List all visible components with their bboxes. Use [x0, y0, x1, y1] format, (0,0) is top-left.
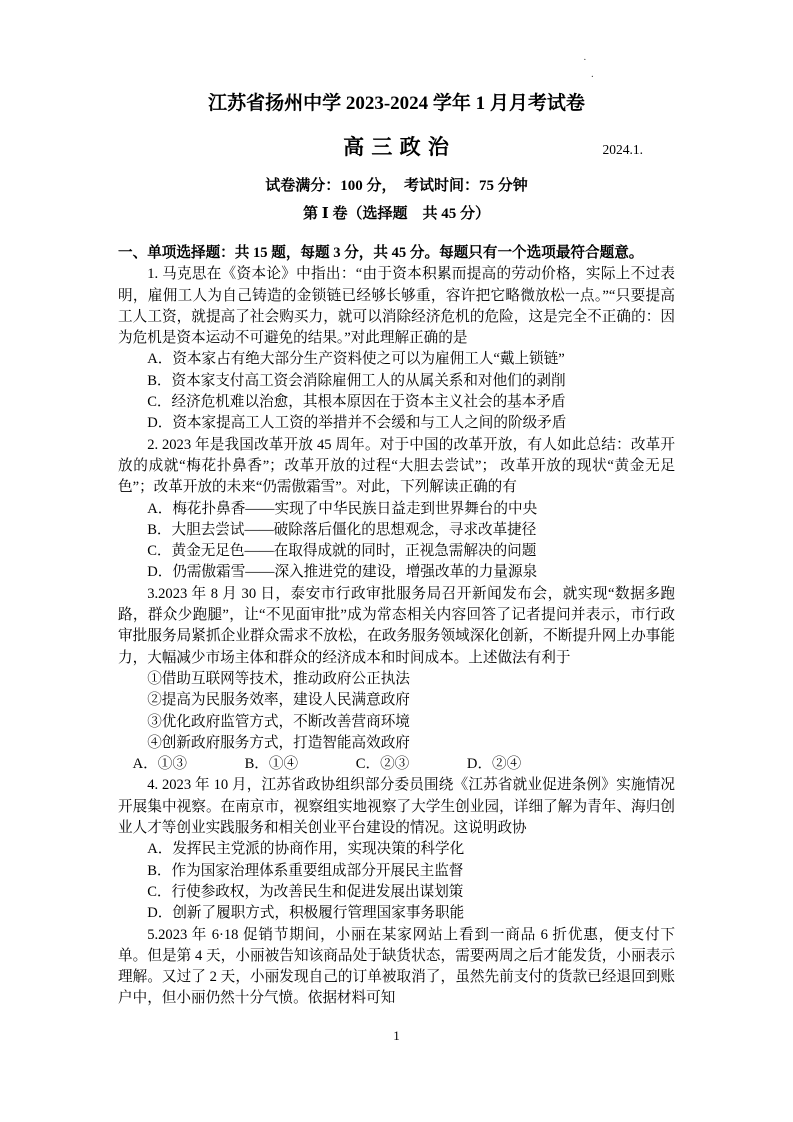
question-3-choices: [118, 754, 675, 775]
question-2-stem: 2. 2023 年是我国改革开放 45 周年。对于中国的改革开放，有人如此总结：改革开放的成就“梅花扑鼻香”；改革开放的过程“大胆去尝试”； 改革开放的现状“黄金无足色”；改革开放的未来“仍需傲霜雪”。对此，下列解读正确的有: [118, 436, 675, 496]
question-4-stem: 4. 2023 年 10 月，江苏省政协组织部分委员围绕《江苏省就业促进条例》实施情况开展集中视察。在南京市，视察组实地视察了大学生创业园，详细了解为青年、海归创业人才等创业实践服务和相关创业平台建设的情况。这说明政协: [118, 777, 675, 837]
question-4: [118, 775, 675, 924]
question-3-option-c: C．②③: [355, 756, 410, 773]
exam-title: 江苏省扬州中学 2023-2024 学年 1 月月考试卷: [208, 93, 585, 114]
question-1: [118, 264, 675, 434]
question-3-option-d: D．②④: [466, 756, 522, 773]
question-3-statement-4: ④创新政府服务方式，打造智能高效政府: [147, 734, 410, 751]
question-4-option-c: C．行使参政权，为改善民生和促进发展出谋划策: [147, 883, 464, 900]
question-3-statement-1: ①借助互联网等技术，推动政府公正执法: [147, 670, 410, 687]
question-3-statement-3: ③优化政府监管方式，不断改善营商环境: [147, 713, 410, 730]
subject-title: 高 三 政 治: [343, 135, 450, 159]
corner-dot-mark: ·: [583, 54, 587, 66]
question-1-option-b: B．资本家支付高工资会消除雇佣工人的从属关系和对他们的剥削: [147, 372, 566, 389]
section-instruction: 一、单项选择题：共 15 题，每题 3 分，共 45 分。每题只有一个选项最符合题意。: [118, 245, 644, 261]
question-4-option-b: B．作为国家治理体系重要组成部分开展民主监督: [147, 862, 464, 879]
question-1-option-a: A．资本家占有绝大部分生产资料使之可以为雇佣工人“戴上锁链”: [147, 351, 565, 368]
subject-row: [118, 134, 675, 161]
volume-title: 第 Ⅰ 卷（选择题 共 45 分）: [302, 206, 491, 222]
question-2: [118, 435, 675, 584]
question-2-option-c: C．黄金无足色——在取得成就的同时，正视急需解决的问题: [147, 543, 537, 560]
question-3-stem: 3.2023 年 8 月 30 日，泰安市行政审批服务局召开新闻发布会，就实现“数据多跑路，群众少跑腿”，让“不见面审批”成为常态相关内容回答了记者提问并表示，市行政审批服务局紧抓企业群众需求不放松，在政务服务领域深化创新，不断提升网上办事能力，大幅减少市场主体和群众的经济成本和时间成本。上述做法有利于: [118, 585, 675, 666]
question-2-option-a: A．梅花扑鼻香——实现了中华民族日益走到世界舞台的中央: [147, 500, 538, 517]
corner-dot-mark-2: .: [591, 68, 594, 80]
question-3-option-a: A．①③: [132, 756, 187, 773]
page-number: 1: [393, 1028, 400, 1043]
question-2-option-d: D．仍需傲霜雪——深入推进党的建设，增强改革的力量源泉: [147, 564, 538, 581]
exam-date: 2024.1.: [602, 142, 643, 157]
question-4-option-d: D．创新了履职方式，积极履行管理国家事务职能: [147, 905, 465, 922]
question-1-option-d: D．资本家提高工人工资的举措并不会缓和与工人之间的阶级矛盾: [147, 415, 567, 432]
question-1-stem: 1. 马克思在《资本论》中指出：“由于资本积累而提高的劳动价格，实际上不过表明，雇佣工人为自己铸造的金锁链已经够长够重，容许把它略微放松一点。”“只要提高工人工资，就提高了社会购买力，就可以消除经济危机的危险，这是完全不正确的：因为危机是资本运动不可避免的结果。”对此理解正确的是: [118, 266, 675, 347]
question-3: [118, 584, 675, 776]
question-4-option-a: A．发挥民主党派的协商作用，实现决策的科学化: [147, 841, 465, 858]
question-5: [118, 925, 675, 1010]
question-2-option-b: B．大胆去尝试——破除落后僵化的思想观念，寻求改革捷径: [147, 521, 537, 538]
question-3-option-b: B．①④: [244, 756, 299, 773]
exam-info-line: 试卷满分：100 分， 考试时间：75 分钟: [265, 178, 528, 194]
question-3-statement-2: ②提高为民服务效率，建设人民满意政府: [147, 692, 410, 709]
question-1-option-c: C．经济危机难以治愈，其根本原因在于资本主义社会的基本矛盾: [147, 394, 566, 411]
question-5-stem: 5.2023 年 6·18 促销节期间，小丽在某家网站上看到一商品 6 折优惠，便支付下单。但是第 4 天，小丽被告知该商品处于缺货状态，需要两周之后才能发货，小丽表示理解。又过了 2 天，小丽发现自己的订单被取消了，虽然先前支付的货款已经退回到账户中，但小丽仍然十分气愤。依据材料可知: [118, 926, 675, 1007]
